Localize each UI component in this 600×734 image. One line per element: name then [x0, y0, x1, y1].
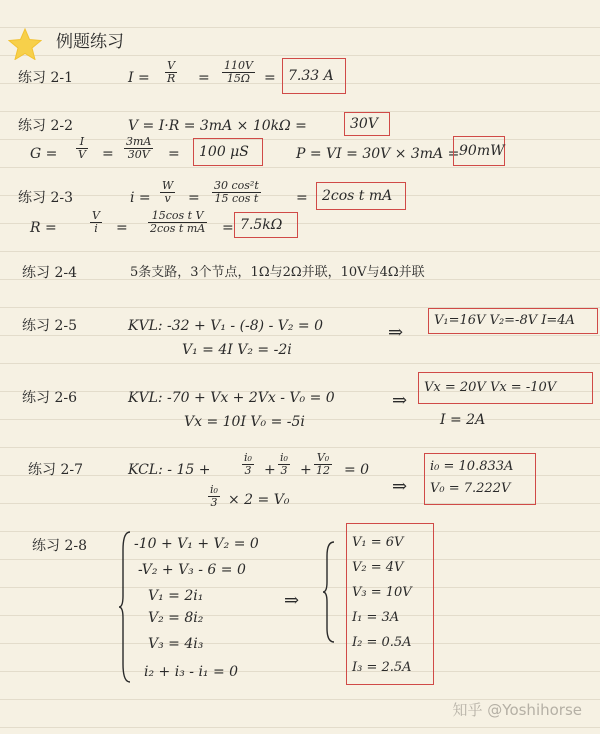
ex22-label: 练习 2-2	[18, 118, 73, 134]
ex21-frac1: $\frac{V}{R}$	[167, 59, 176, 85]
ex26-label: 练习 2-6	[22, 390, 77, 406]
ex22-g: G =	[30, 146, 58, 162]
ex24-label: 练习 2-4	[22, 265, 77, 281]
ex28-eq-6: i₂ + i₃ - i₁ = 0	[144, 664, 239, 680]
ex22-line1: V = I·R = 3mA × 10kΩ =	[128, 118, 307, 134]
ex21-eq2: =	[198, 70, 210, 86]
ex28-answer-3: V₃ = 10V	[352, 585, 412, 600]
ex27-frac1: $\frac{\text{i₀}}{3}$	[244, 451, 252, 477]
ex23-ifrac2: $\frac{\text{30 cos²t}}{\text{15 cos t}}$	[214, 179, 259, 205]
ex22-p: P = VI = 30V × 3mA =	[296, 146, 460, 162]
ex25-line2: V₁ = 4I V₂ = -2i	[182, 342, 292, 358]
ex22-geq2: =	[168, 146, 180, 162]
ex28-eq-5: V₃ = 4i₃	[148, 636, 204, 652]
watermark: 知乎 @Yoshihorse	[452, 701, 582, 719]
ex24-text: 5条支路，3个节点，1Ω与2Ω并联，10V与4Ω并联	[130, 265, 425, 280]
ex27-line2: × 2 = V₀	[228, 492, 290, 508]
ex23-answer2-box: 7.5kΩ	[234, 212, 298, 238]
ex21-frac2: $\frac{110V}{15\Omega}$	[224, 59, 253, 85]
ex26-answer2: I = 2A	[440, 412, 486, 428]
ex23-req: =	[116, 220, 128, 236]
ex26-line1: KVL: -70 + Vx + 2Vx - V₀ = 0	[128, 390, 335, 406]
ex28-label: 练习 2-8	[32, 538, 87, 554]
ex25-label: 练习 2-5	[22, 318, 77, 334]
ex27-frac2: $\frac{\text{i₀}}{3}$	[280, 451, 288, 477]
ex21-eq3: =	[264, 70, 276, 86]
ex27-plus2: +	[300, 462, 312, 478]
ex28-eq-4: V₂ = 8i₂	[148, 610, 204, 626]
ex21-eq: I =	[128, 70, 150, 86]
ex28-answer-6: I₃ = 2.5A	[352, 660, 412, 675]
ex27-answer1: i₀ = 10.833A	[430, 459, 514, 474]
ex23-rfrac1: $\frac{V}{i}$	[92, 209, 100, 235]
ex27-plus1: +	[264, 462, 276, 478]
ex27-frac4: $\frac{\text{i₀}}{3}$	[210, 483, 218, 509]
ex28-eq-3: V₁ = 2i₁	[148, 588, 204, 604]
ex28-answer-2: V₂ = 4V	[352, 560, 404, 575]
ex22-gfrac2: $\frac{3mA}{30V}$	[126, 135, 152, 161]
ex23-label: 练习 2-3	[18, 190, 73, 206]
ex28-arrow: ⇒	[284, 590, 300, 611]
ex25-line1: KVL: -32 + V₁ - (-8) - V₂ = 0	[128, 318, 324, 334]
ex27-eqzero: = 0	[344, 462, 370, 478]
ex21-label: 练习 2-1	[18, 70, 73, 86]
ex23-ieq: =	[188, 190, 200, 206]
ex27-frac3: $\frac{\text{V₀}}{12}$	[316, 451, 330, 477]
ex25-arrow: ⇒	[388, 322, 404, 343]
star-icon	[8, 28, 42, 60]
ex27-answer-box	[424, 453, 536, 505]
ex23-i: i =	[130, 190, 151, 206]
ex26-answer1-box: Vx = 20V Vx = -10V	[418, 372, 593, 404]
ex28-answer-1: V₁ = 6V	[352, 535, 404, 550]
ex28-answer-5: I₂ = 0.5A	[352, 635, 412, 650]
ex27-answer2: V₀ = 7.222V	[430, 481, 511, 496]
ex23-r: R =	[30, 220, 57, 236]
ex28-right-brace	[322, 540, 336, 644]
ex28-left-brace	[118, 530, 132, 684]
ex25-answer-box: V₁=16V V₂=-8V I=4A	[428, 308, 598, 334]
ex22-gfrac1: $\frac{I}{V}$	[78, 135, 86, 161]
ex26-arrow: ⇒	[392, 390, 408, 411]
ex23-ifrac1: $\frac{W}{v}$	[162, 179, 174, 205]
ex22-answer2-box: 100 μS	[193, 138, 263, 166]
ex27-kcl: KCL: - 15 +	[128, 462, 211, 478]
ex22-answer3-box: 90mW	[453, 136, 505, 166]
ex26-line2: Vx = 10I V₀ = -5i	[184, 414, 305, 430]
ex21-answer-box: 7.33 A	[282, 58, 346, 94]
page-title: 例题练习	[56, 32, 124, 52]
ex27-arrow: ⇒	[392, 476, 408, 497]
ex22-geq: =	[102, 146, 114, 162]
ex23-rfrac2: $\frac{\text{15cos t V}}{\text{2cos t mA}}$	[150, 209, 206, 235]
ex23-ieq2: =	[296, 190, 308, 206]
ex23-answer1-box: 2cos t mA	[316, 182, 406, 210]
ex28-answer-box	[346, 523, 434, 685]
ex23-req2: =	[222, 220, 234, 236]
ex28-eq-1: -10 + V₁ + V₂ = 0	[134, 536, 259, 552]
ex22-answer1-box: 30V	[344, 112, 390, 136]
ex28-answer-4: I₁ = 3A	[352, 610, 400, 625]
ex27-label: 练习 2-7	[28, 462, 83, 478]
ex28-eq-2: -V₂ + V₃ - 6 = 0	[138, 562, 246, 578]
